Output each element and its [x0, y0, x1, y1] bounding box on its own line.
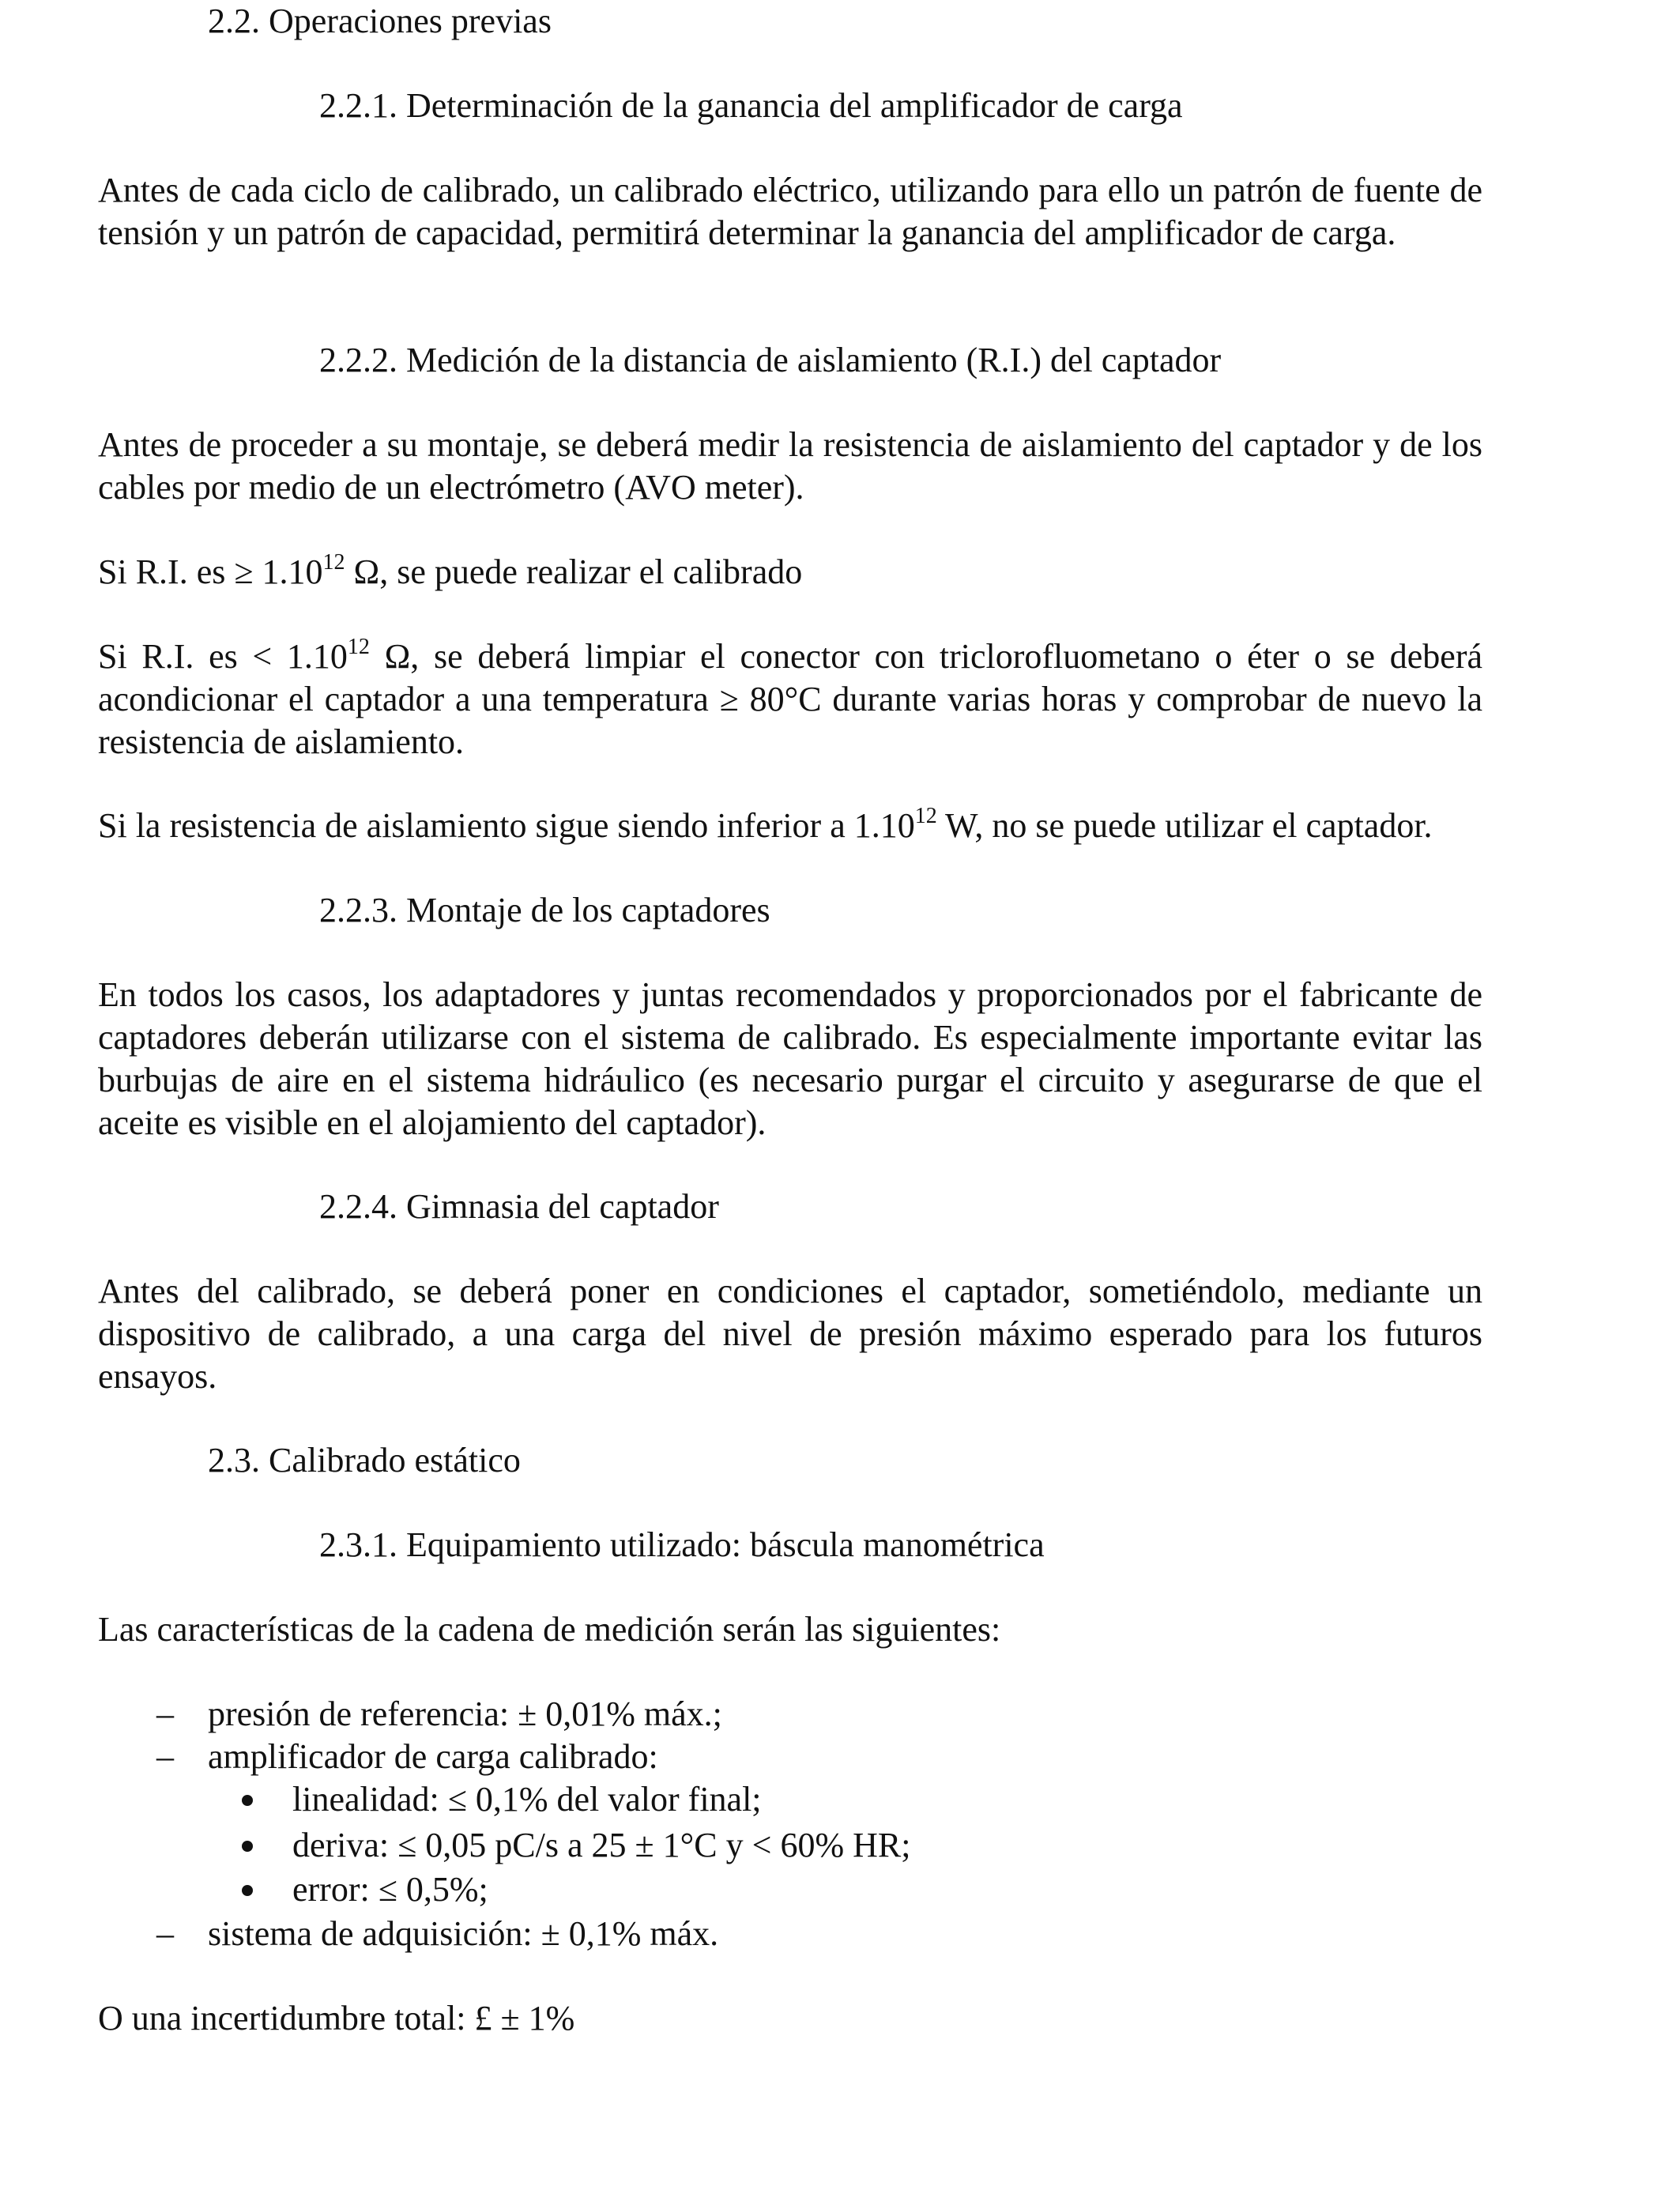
section-heading-2-3: 2.3. Calibrado estático	[208, 1441, 521, 1480]
subsection-heading-2-2-2: 2.2.2. Medición de la distancia de aislamiento (R.I.) del captador	[319, 341, 1222, 379]
subsection-heading-2-2-3: 2.2.3. Montaje de los captadores	[319, 891, 770, 929]
ri-ok-text-end: Ω, se puede realizar el calibrado	[345, 552, 803, 591]
ri-low-text-start: Si R.I. es < 1.10	[98, 637, 348, 676]
ri-fail-exponent: 12	[914, 804, 937, 829]
ri-low-exponent: 12	[347, 635, 370, 660]
list-item-acquisition-system: sistema de adquisición: ± 0,1% máx.	[208, 1914, 719, 1953]
paragraph-2-3-1: Las características de la cadena de medición serán las siguientes:	[98, 1610, 1001, 1649]
paragraph-2-2-1: Antes de cada ciclo de calibrado, un calibrado eléctrico, utilizando para ello un patrón de fuente de tensión y un patrón de capacidad, permitirá determinar la ganancia del amplificador de carga.	[98, 171, 1482, 252]
ri-fail-text-start: Si la resistencia de aislamiento sigue siendo inferior a 1.10	[98, 806, 915, 845]
section-heading-2-2: 2.2. Operaciones previas	[208, 2, 552, 40]
ri-ok-text-start: Si R.I. es ≥ 1.10	[98, 552, 323, 591]
sublist-item-drift: deriva: ≤ 0,05 pC/s a 25 ± 1°C y < 60% HR;	[292, 1826, 911, 1864]
ri-fail-line	[98, 805, 1433, 847]
bullet-dot-icon	[242, 1795, 253, 1806]
subsection-heading-2-2-4: 2.2.4. Gimnasia del captador	[319, 1187, 719, 1226]
ri-fail-text-end: W, no se puede utilizar el captador.	[936, 806, 1433, 845]
list-item-reference-pressure: presión de referencia: ± 0,01% máx.;	[208, 1695, 722, 1733]
ri-ok-exponent: 12	[322, 550, 345, 575]
total-uncertainty-line: O una incertidumbre total: £ ± 1%	[98, 1999, 575, 2038]
bullet-dot-icon	[242, 1841, 253, 1852]
subsection-heading-2-2-1: 2.2.1. Determinación de la ganancia del amplificador de carga	[319, 86, 1183, 125]
list-dash-marker: –	[156, 1914, 174, 1953]
paragraph-2-2-3: En todos los casos, los adaptadores y juntas recomendados y proporcionados por el fabricante de captadores deberán utilizarse con el sistema de calibrado. Es especialmente importante evitar las burbujas de aire en el sistema hidráulico (es necesario purgar el circuito y asegurarse de que el aceite es visible en el alojamiento del captador).	[98, 975, 1482, 1142]
ri-low-paragraph	[98, 635, 1482, 763]
ri-low-text-end: Ω, se deberá limpiar el conector con triclorofluometano o éter o se deberá acondicionar el captador a una temperatura ≥ 80°C durante varias horas y comprobar de nuevo la resistencia de aislamiento.	[98, 637, 1482, 761]
paragraph-2-2-2: Antes de proceder a su montaje, se deberá medir la resistencia de aislamiento del captador y de los cables por medio de un electrómetro (AVO meter).	[98, 425, 1482, 507]
sublist-item-linearity: linealidad: ≤ 0,1% del valor final;	[292, 1780, 762, 1819]
subsection-heading-2-3-1: 2.3.1. Equipamiento utilizado: báscula manométrica	[319, 1525, 1045, 1564]
ri-ok-line	[98, 551, 802, 594]
paragraph-2-2-4: Antes del calibrado, se deberá poner en condiciones el captador, sometiéndolo, mediante un dispositivo de calibrado, a una carga del nivel de presión máximo esperado para los futuros ensayos.	[98, 1272, 1482, 1396]
list-dash-marker: –	[156, 1695, 174, 1733]
bullet-dot-icon	[242, 1885, 253, 1896]
list-dash-marker: –	[156, 1737, 174, 1776]
list-item-charge-amplifier: amplificador de carga calibrado:	[208, 1737, 658, 1776]
sublist-item-error: error: ≤ 0,5%;	[292, 1870, 488, 1909]
